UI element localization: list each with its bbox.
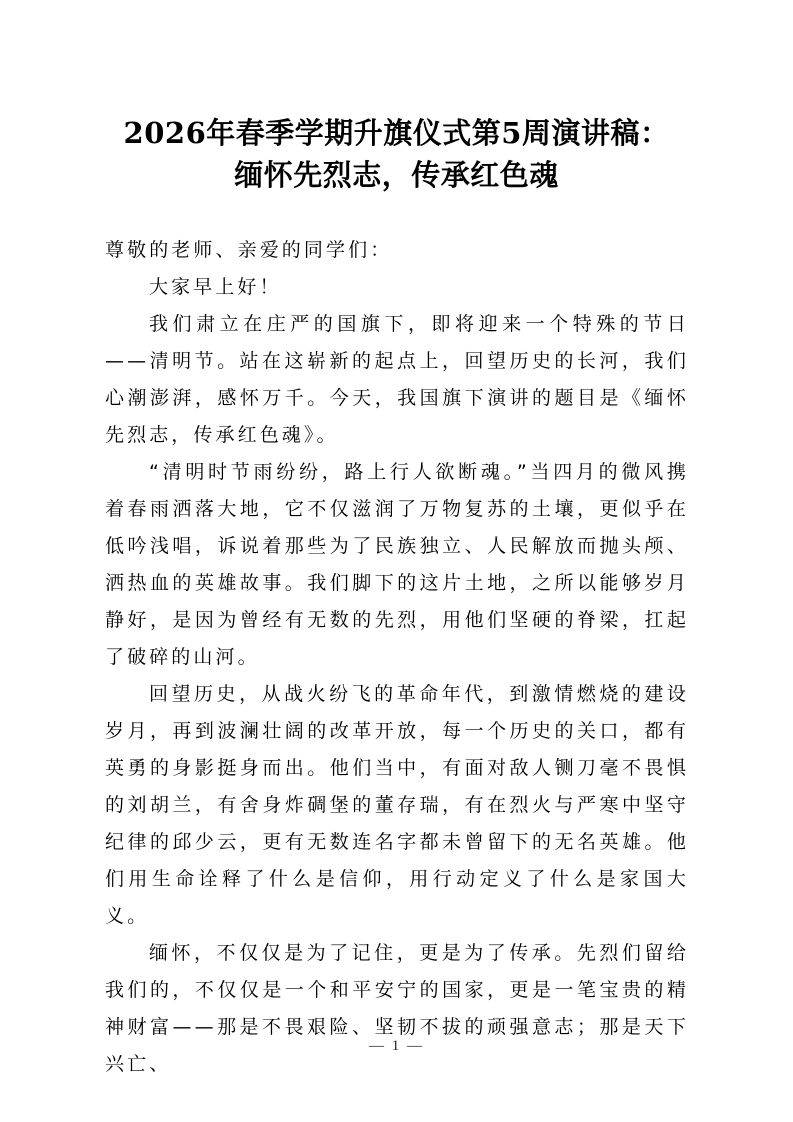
page-number: — 1 — xyxy=(369,1038,424,1054)
title-line-1: 2026年春季学期升旗仪式第5周演讲稿： xyxy=(123,116,670,150)
paragraph-history: 回望历史，从战火纷飞的革命年代，到激情燃烧的建设岁月，再到波澜壮阔的改革开放，每一个历史的关口，都有英勇的身影挺身而出。他们当中，有面对敌人铡刀毫不畏惧的刘胡兰，有舍身炸碉堡的董存瑞，有在烈火与严寒中坚守纪律的邱少云，更有无数连名字都未曾留下的无名英雄。他们用生命诠释了什么是信仰，用行动定义了什么是家国大义。 xyxy=(105,683,689,927)
paragraph-qingming: “清明时节雨纷纷，路上行人欲断魂。”当四月的微风携着春雨洒落大地，它不仅滋润了万物复苏的土壤，更似乎在低吟浅唱，诉说着那些为了民族独立、人民解放而抛头颅、洒热血的英雄故事。我们脚下的这片土地，之所以能够岁月静好，是因为曾经有无数的先烈，用他们坚硬的脊梁，扛起了破碎的山河。 xyxy=(105,461,689,668)
title-line-2: 缅怀先烈志，传承红色魂 xyxy=(234,158,559,192)
paragraph-inheritance: 缅怀，不仅仅是为了记住，更是为了传承。先烈们留给我们的，不仅仅是一个和平安宁的国家，更是一笔宝贵的精神财富——那是不畏艰险、坚韧不拔的顽强意志；那是天下兴亡、 xyxy=(105,942,689,1075)
document-title xyxy=(60,112,733,196)
salutation: 尊敬的老师、亲爱的同学们： xyxy=(105,239,393,261)
paragraph-intro: 我们肃立在庄严的国旗下，即将迎来一个特殊的节日——清明节。站在这崭新的起点上，回望历史的长河，我们心潮澎湃，感怀万千。今天，我国旗下演讲的题目是《缅怀先烈志，传承红色魂》。 xyxy=(105,313,689,446)
document-body xyxy=(105,232,689,1083)
paragraph-greeting: 大家早上好！ xyxy=(149,276,282,298)
